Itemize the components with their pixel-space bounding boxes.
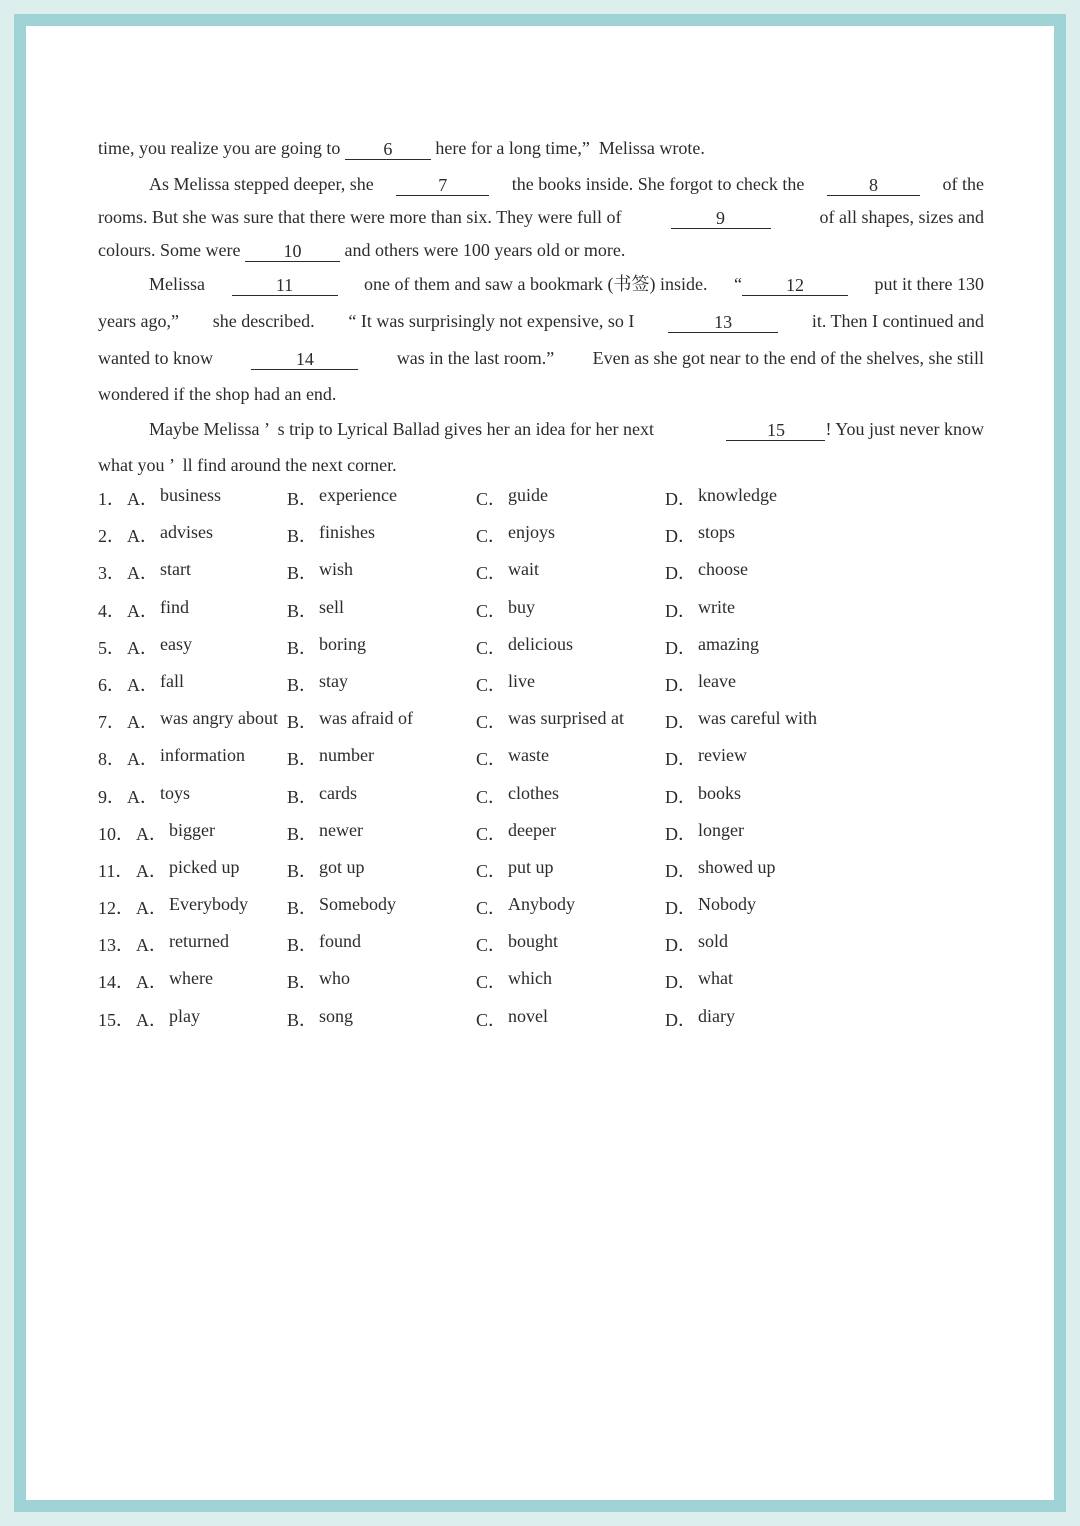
- question-row: [98, 522, 998, 559]
- option-b: newer: [319, 819, 363, 840]
- passage-text: wanted to know: [98, 348, 213, 368]
- option-letter-c: C．: [476, 860, 507, 881]
- option-b: wish: [319, 559, 354, 580]
- question-row: [98, 783, 998, 820]
- option-letter-b: B．: [287, 786, 318, 807]
- option-letter-d: D．: [665, 823, 696, 844]
- option-letter-a: A．: [136, 1009, 167, 1030]
- option-a: was angry about: [160, 708, 278, 729]
- option-b: number: [319, 745, 374, 766]
- passage-line: [98, 441, 984, 477]
- option-letter-b: B．: [287, 563, 318, 584]
- option-a: Everybody: [169, 894, 248, 915]
- question-number: 13．: [98, 935, 134, 956]
- option-a: returned: [169, 931, 229, 952]
- option-letter-a: A．: [136, 860, 167, 881]
- option-letter-a: A．: [136, 935, 167, 956]
- question-number: 5．: [98, 637, 125, 658]
- option-b: who: [319, 968, 350, 989]
- question-row: [98, 708, 998, 745]
- option-d: write: [698, 596, 735, 617]
- question-number: 14．: [98, 972, 134, 993]
- cloze-passage: [98, 127, 984, 477]
- passage-text: and others were 100 years old or more.: [339, 240, 626, 260]
- option-letter-a: A．: [136, 823, 167, 844]
- passage-line: [98, 370, 984, 406]
- answer-options-list: [98, 485, 998, 1043]
- passage-line: [98, 229, 984, 262]
- option-d: showed up: [698, 856, 776, 877]
- option-d: what: [698, 968, 733, 989]
- question-row: [98, 745, 998, 782]
- question-row: [98, 559, 998, 596]
- answer-blank-9: 9: [671, 208, 771, 229]
- passage-line: [98, 160, 984, 196]
- option-d: stops: [698, 522, 736, 543]
- passage-text: wondered if the shop had an end.: [98, 384, 337, 404]
- option-letter-b: B．: [287, 935, 318, 956]
- option-c: Anybody: [508, 894, 575, 915]
- option-c: put up: [508, 856, 554, 877]
- option-letter-c: C．: [476, 637, 507, 658]
- option-d: knowledge: [698, 485, 777, 505]
- quote-mark: “: [733, 274, 742, 294]
- question-number: 1．: [98, 489, 125, 509]
- option-a: start: [160, 559, 191, 580]
- option-a: where: [169, 968, 213, 989]
- option-letter-a: A．: [127, 674, 158, 695]
- option-letter-b: B．: [287, 823, 318, 844]
- option-letter-b: B．: [287, 972, 318, 993]
- question-row: [98, 931, 998, 968]
- option-d: diary: [698, 1005, 735, 1026]
- option-letter-c: C．: [476, 563, 507, 584]
- option-letter-b: B．: [287, 898, 318, 919]
- option-a: bigger: [169, 819, 215, 840]
- passage-line: [98, 296, 984, 333]
- answer-blank-6: 6: [345, 139, 431, 160]
- passage-text: of all shapes, sizes and: [819, 207, 984, 227]
- option-c: deeper: [508, 819, 556, 840]
- option-b: sell: [319, 596, 344, 617]
- question-number: 11．: [98, 860, 134, 881]
- option-d: was careful with: [698, 708, 817, 729]
- question-number: 4．: [98, 600, 125, 621]
- option-b: boring: [319, 633, 366, 654]
- question-row: [98, 485, 998, 522]
- option-c: which: [508, 968, 552, 989]
- option-a: information: [160, 745, 245, 766]
- option-letter-b: B．: [287, 749, 318, 770]
- question-number: 6．: [98, 674, 125, 695]
- option-letter-c: C．: [476, 898, 507, 919]
- option-letter-c: C．: [476, 674, 507, 695]
- passage-text: rooms. But she was sure that there were more than six. They were full of: [98, 207, 622, 227]
- option-c: guide: [508, 485, 548, 505]
- question-row: [98, 820, 998, 857]
- answer-blank-10: 10: [245, 241, 340, 262]
- option-d: Nobody: [698, 894, 756, 915]
- option-c: novel: [508, 1005, 548, 1026]
- option-c: enjoys: [508, 522, 555, 543]
- passage-line: [98, 127, 984, 160]
- answer-blank-7: 7: [396, 175, 489, 196]
- passage-text: the books inside. She forgot to check the: [511, 174, 805, 194]
- option-letter-a: A．: [127, 489, 158, 509]
- option-c: delicious: [508, 633, 573, 654]
- option-letter-d: D．: [665, 489, 696, 509]
- option-letter-d: D．: [665, 1009, 696, 1030]
- option-letter-c: C．: [476, 749, 507, 770]
- option-letter-b: B．: [287, 1009, 318, 1030]
- passage-line: [98, 262, 984, 296]
- option-letter-a: A．: [127, 526, 158, 547]
- option-letter-d: D．: [665, 674, 696, 695]
- option-letter-d: D．: [665, 972, 696, 993]
- question-number: 12．: [98, 898, 134, 919]
- question-row: [98, 857, 998, 894]
- option-letter-b: B．: [287, 712, 318, 733]
- option-b: experience: [319, 485, 397, 505]
- option-letter-c: C．: [476, 935, 507, 956]
- option-letter-b: B．: [287, 526, 318, 547]
- option-c: wait: [508, 559, 539, 580]
- question-row: [98, 968, 998, 1005]
- passage-text: one of them and saw a bookmark (书签) inside.: [364, 274, 708, 294]
- answer-blank-15: 15: [726, 420, 825, 441]
- option-c: live: [508, 670, 535, 691]
- option-letter-d: D．: [665, 637, 696, 658]
- option-c: buy: [508, 596, 535, 617]
- passage-text: “ It was surprisingly not expensive, so I: [348, 311, 635, 331]
- option-letter-a: A．: [127, 563, 158, 584]
- option-letter-a: A．: [127, 637, 158, 658]
- option-c: was surprised at: [508, 708, 624, 729]
- option-letter-d: D．: [665, 898, 696, 919]
- option-d: leave: [698, 670, 736, 691]
- option-c: clothes: [508, 782, 559, 803]
- option-a: business: [160, 485, 222, 505]
- passage-text: As Melissa stepped deeper, she: [149, 174, 374, 194]
- option-letter-d: D．: [665, 712, 696, 733]
- option-letter-b: B．: [287, 860, 318, 881]
- question-number: 15．: [98, 1009, 134, 1030]
- option-b: finishes: [319, 522, 375, 543]
- passage-text: was in the last room.”: [396, 348, 555, 368]
- passage-text: ! You just never know: [825, 419, 984, 439]
- question-number: 7．: [98, 712, 125, 733]
- option-letter-b: B．: [287, 674, 318, 695]
- question-number: 2．: [98, 526, 125, 547]
- option-d: amazing: [698, 633, 759, 654]
- option-letter-a: A．: [136, 972, 167, 993]
- question-number: 8．: [98, 749, 125, 770]
- option-c: waste: [508, 745, 549, 766]
- option-letter-a: A．: [127, 712, 158, 733]
- option-a: toys: [160, 782, 191, 803]
- option-letter-b: B．: [287, 600, 318, 621]
- option-letter-b: B．: [287, 489, 318, 509]
- option-letter-d: D．: [665, 786, 696, 807]
- option-letter-c: C．: [476, 489, 507, 509]
- option-b: found: [319, 931, 361, 952]
- option-d: sold: [698, 931, 729, 952]
- option-letter-d: D．: [665, 600, 696, 621]
- option-letter-a: A．: [127, 786, 158, 807]
- passage-text: it. Then I continued and: [811, 311, 984, 331]
- option-b: stay: [319, 670, 348, 691]
- option-letter-a: A．: [127, 600, 158, 621]
- passage-line: [98, 333, 984, 370]
- answer-blank-14: 14: [251, 349, 358, 370]
- question-row: [98, 894, 998, 931]
- option-d: review: [698, 745, 747, 766]
- option-letter-d: D．: [665, 563, 696, 584]
- option-letter-d: D．: [665, 526, 696, 547]
- option-b: Somebody: [319, 894, 397, 915]
- option-d: choose: [698, 559, 748, 580]
- option-letter-d: D．: [665, 860, 696, 881]
- option-letter-a: A．: [127, 749, 158, 770]
- option-letter-c: C．: [476, 600, 507, 621]
- answer-blank-12: 12: [742, 275, 848, 296]
- passage-text: time, you realize you are going to: [98, 138, 345, 158]
- option-d: books: [698, 782, 742, 803]
- option-a: fall: [160, 670, 184, 691]
- option-letter-a: A．: [136, 898, 167, 919]
- passage-text: Maybe Melissa ’ s trip to Lyrical Ballad gives her an idea for her next: [149, 419, 655, 439]
- passage-line: [98, 196, 984, 229]
- option-a: advises: [160, 522, 213, 543]
- option-letter-d: D．: [665, 935, 696, 956]
- question-number: 3．: [98, 563, 125, 584]
- question-row: [98, 634, 998, 671]
- passage-text: here for a long time,” Melissa wrote.: [430, 138, 705, 158]
- option-letter-c: C．: [476, 972, 507, 993]
- option-a: easy: [160, 633, 192, 654]
- answer-blank-11: 11: [232, 275, 338, 296]
- option-letter-d: D．: [665, 749, 696, 770]
- passage-line: [98, 406, 984, 441]
- option-a: find: [160, 596, 189, 617]
- question-number: 9．: [98, 786, 125, 807]
- option-b: cards: [319, 782, 357, 803]
- passage-text: of the: [942, 174, 984, 194]
- option-b: song: [319, 1005, 354, 1026]
- passage-text: Melissa: [149, 274, 205, 294]
- passage-text: she described.: [212, 311, 315, 331]
- option-a: picked up: [169, 856, 240, 877]
- option-letter-b: B．: [287, 637, 318, 658]
- passage-text: colours. Some were: [98, 240, 245, 260]
- option-c: bought: [508, 931, 559, 952]
- option-d: longer: [698, 819, 744, 840]
- passage-text: years ago,”: [98, 311, 179, 331]
- option-letter-c: C．: [476, 786, 507, 807]
- option-b: was afraid of: [319, 708, 413, 729]
- option-letter-c: C．: [476, 823, 507, 844]
- option-letter-c: C．: [476, 526, 507, 547]
- passage-text: Even as she got near to the end of the shelves, she still: [592, 348, 984, 368]
- passage-text: put it there 130: [874, 274, 984, 294]
- question-row: [98, 1006, 998, 1043]
- option-letter-c: C．: [476, 1009, 507, 1030]
- question-row: [98, 597, 998, 634]
- option-b: got up: [319, 856, 365, 877]
- passage-text: what you ’ ll find around the next corner.: [98, 455, 397, 475]
- option-a: play: [169, 1005, 200, 1026]
- answer-blank-13: 13: [668, 312, 778, 333]
- option-letter-c: C．: [476, 712, 507, 733]
- question-row: [98, 671, 998, 708]
- question-number: 10．: [98, 823, 134, 844]
- answer-blank-8: 8: [827, 175, 920, 196]
